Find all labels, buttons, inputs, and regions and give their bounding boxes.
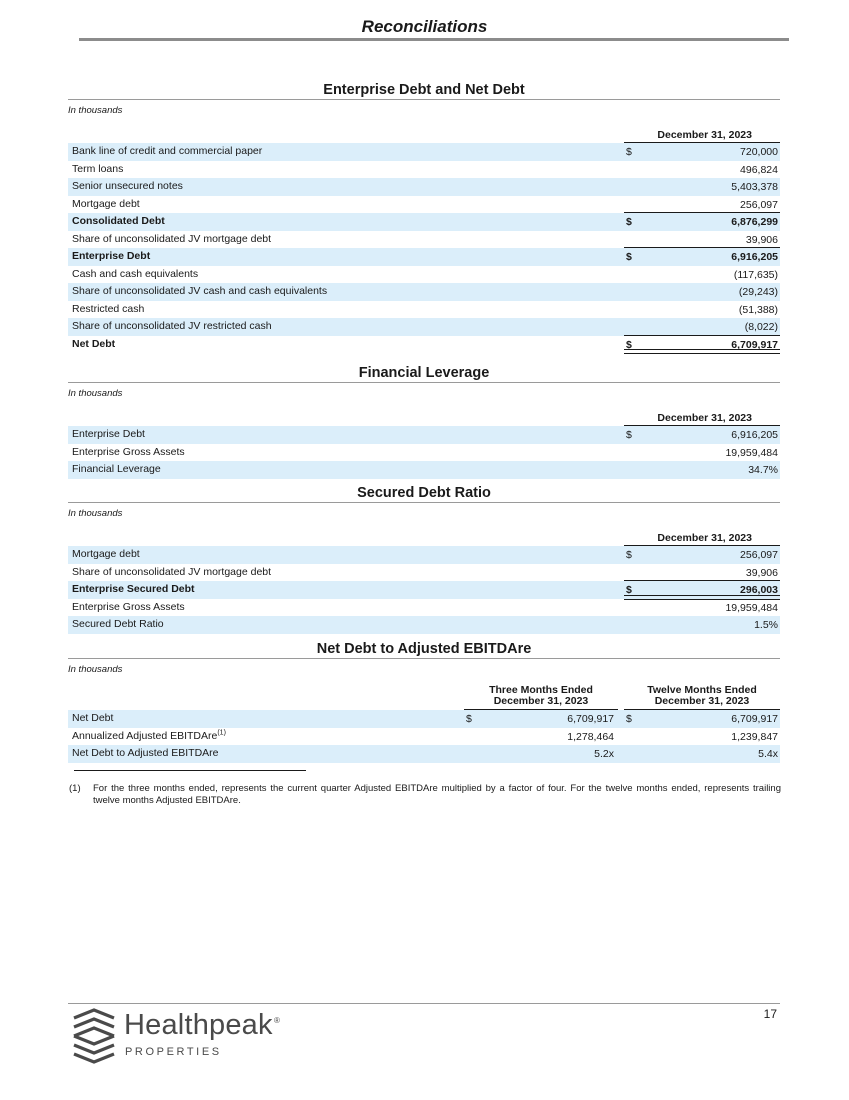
financial-leverage-section: [68, 364, 780, 479]
row-label: Share of unconsolidated JV mortgage debt: [72, 232, 272, 245]
row-label: Share of unconsolidated JV cash and cash equivalents: [72, 285, 328, 297]
dollar-sign: $: [626, 549, 632, 561]
row-label: Net Debt to Adjusted EBITDAre: [72, 747, 219, 759]
row-label: Enterprise Gross Assets: [72, 445, 185, 458]
table-row: [68, 143, 780, 161]
footnote-rule: [74, 770, 306, 771]
row-label: Financial Leverage: [72, 463, 161, 475]
row-value-twelve-months: 5.4x: [758, 748, 778, 760]
dollar-sign: $: [626, 251, 632, 263]
table-row: [68, 710, 780, 728]
row-label: Net Debt: [72, 337, 116, 350]
row-value: 296,003: [740, 584, 778, 596]
units-label: In thousands: [68, 388, 123, 399]
table-row-total: [68, 336, 780, 354]
column-header-three-months: [458, 685, 624, 707]
table-row: [68, 599, 780, 617]
row-label: Mortgage debt: [72, 548, 140, 560]
section-title: Financial Leverage: [358, 365, 490, 381]
column-date: December 31, 2023: [657, 532, 752, 544]
row-value-three-months: 6,709,917: [567, 713, 614, 725]
row-value: 720,000: [740, 146, 778, 158]
table-row-total: [68, 213, 780, 231]
column-header-line1: Three Months Ended: [489, 684, 593, 696]
row-value: 6,916,205: [731, 429, 778, 441]
table-row: [68, 546, 780, 564]
table-row: [68, 728, 780, 746]
row-value: 6,709,917: [731, 338, 778, 351]
row-label: Restricted cash: [72, 302, 145, 315]
row-value: (29,243): [738, 286, 778, 298]
row-value-three-months: 5.2x: [594, 748, 614, 760]
column-header-twelve-months: [624, 685, 780, 707]
logo-subtitle: PROPERTIES: [125, 1046, 222, 1058]
dollar-sign: $: [466, 713, 472, 725]
row-value: 6,876,299: [731, 216, 778, 228]
table-row: [68, 426, 780, 444]
row-value: (117,635): [733, 268, 778, 281]
dollar-sign: $: [626, 146, 632, 158]
row-value: (51,388): [738, 303, 778, 316]
row-value: 256,097: [740, 549, 778, 561]
row-value: 34.7%: [748, 464, 778, 476]
row-value: 1.5%: [754, 619, 778, 631]
column-header-line2: December 31, 2023: [493, 695, 589, 707]
column-header: [68, 520, 780, 546]
row-value: 19,959,484: [725, 446, 778, 459]
dollar-sign: $: [626, 584, 632, 596]
table-row: [68, 444, 780, 462]
column-header: [68, 117, 780, 143]
table-row: [68, 178, 780, 196]
row-value: 6,916,205: [731, 251, 778, 263]
healthpeak-logo: [70, 1006, 310, 1068]
dollar-sign: $: [626, 338, 632, 351]
footnote-ref: (1): [217, 729, 226, 736]
row-value: 5,403,378: [731, 181, 778, 193]
row-label: Senior unsecured notes: [72, 180, 183, 192]
table-row: [68, 301, 780, 319]
row-label: Term loans: [72, 162, 124, 175]
table-row: [68, 266, 780, 284]
row-value: 39,906: [745, 566, 778, 579]
row-value: 496,824: [740, 163, 778, 176]
table-row: [68, 196, 780, 214]
logo-mark-icon: [70, 1006, 118, 1066]
logo-name: Healthpeak: [124, 1009, 273, 1041]
table-row: [68, 564, 780, 582]
dollar-sign: $: [626, 216, 632, 228]
row-label: Secured Debt Ratio: [72, 618, 164, 630]
section-rule: [68, 99, 780, 100]
footer-rule: [68, 1003, 780, 1004]
section-title: Enterprise Debt and Net Debt: [323, 82, 525, 98]
section-title: Net Debt to Adjusted EBITDAre: [316, 641, 532, 657]
column-header: [68, 400, 780, 426]
row-label: Mortgage debt: [72, 197, 140, 210]
section-rule: [68, 502, 780, 503]
section-rule: [68, 658, 780, 659]
row-label: Enterprise Gross Assets: [72, 600, 185, 613]
table-row: [68, 161, 780, 179]
row-label-text: Annualized Adjusted EBITDAre: [72, 729, 218, 742]
row-value: 19,959,484: [725, 601, 778, 614]
table-row-total: [68, 248, 780, 266]
column-header: [68, 676, 780, 710]
units-label: In thousands: [68, 105, 123, 116]
enterprise-debt-section: [68, 81, 780, 353]
dollar-sign: $: [626, 713, 632, 725]
page-title: Reconciliations: [361, 17, 488, 36]
section-rule: [68, 382, 780, 383]
column-header-line1: Twelve Months Ended: [647, 684, 757, 696]
page-number: 17: [763, 1007, 777, 1021]
row-label: Bank line of credit and commercial paper: [72, 145, 263, 157]
table-row: [68, 318, 780, 336]
row-value: 256,097: [740, 198, 778, 211]
row-value: (8,022): [744, 321, 778, 333]
row-label: Share of unconsolidated JV mortgage debt: [72, 565, 272, 578]
column-header-line2: December 31, 2023: [654, 695, 750, 707]
registered-mark: ®: [274, 1016, 280, 1025]
table-row: [68, 461, 780, 479]
row-value-twelve-months: 1,239,847: [731, 730, 778, 743]
column-date: December 31, 2023: [657, 129, 752, 141]
section-title: Secured Debt Ratio: [357, 485, 491, 501]
table-row: [68, 231, 780, 249]
row-value-three-months: 1,278,464: [567, 730, 614, 743]
units-label: In thousands: [68, 664, 123, 675]
footnote: [69, 783, 781, 807]
column-date: December 31, 2023: [657, 412, 752, 424]
table-row: [68, 745, 780, 763]
footnote-number: (1): [69, 783, 81, 794]
table-row-total: [68, 581, 780, 599]
dollar-sign: $: [626, 429, 632, 441]
title-rule: [79, 38, 789, 41]
row-label: Share of unconsolidated JV restricted cash: [72, 320, 272, 332]
row-label: Enterprise Debt: [72, 428, 145, 440]
row-label: Cash and cash equivalents: [72, 267, 199, 280]
net-debt-ebitda-section: [68, 640, 780, 763]
row-value-twelve-months: 6,709,917: [731, 713, 778, 725]
row-label: Enterprise Secured Debt: [72, 583, 195, 595]
row-label: Net Debt: [72, 712, 114, 724]
units-label: In thousands: [68, 508, 123, 519]
row-value: 39,906: [745, 233, 778, 246]
secured-debt-section: [68, 484, 780, 634]
row-label: Consolidated Debt: [72, 215, 165, 227]
table-row: [68, 283, 780, 301]
footnote-text: For the three months ended, represents the current quarter Adjusted EBITDAre multiplied by a factor of four. For the twelve months ended, represents trailing twelve months Adjusted EBITDAre.: [93, 783, 781, 806]
table-row: [68, 616, 780, 634]
row-label: [72, 730, 226, 742]
row-label: Enterprise Debt: [72, 250, 151, 262]
